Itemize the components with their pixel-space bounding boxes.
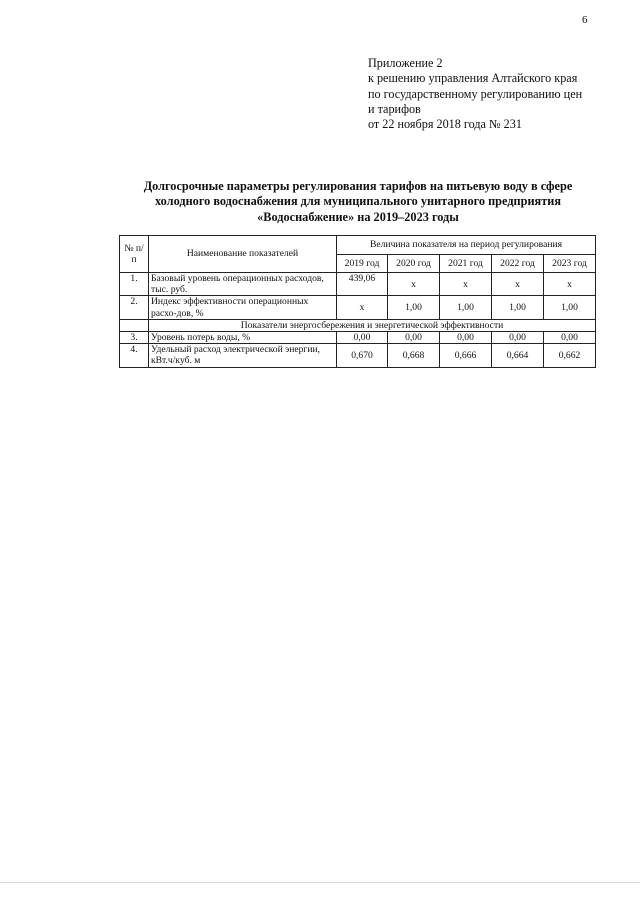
header-year: 2019 год bbox=[337, 254, 388, 273]
section-num-cell bbox=[120, 319, 149, 331]
row-value: 0,666 bbox=[440, 344, 492, 367]
header-year: 2023 год bbox=[544, 254, 596, 273]
row-value: 0,668 bbox=[388, 344, 440, 367]
row-num: 4. bbox=[120, 344, 149, 367]
appendix-line: от 22 ноября 2018 года № 231 bbox=[368, 117, 522, 132]
header-year: 2020 год bbox=[388, 254, 440, 273]
table-header-row bbox=[120, 236, 596, 255]
row-name: Удельный расход электрической энергии, кВт.ч/куб. м bbox=[149, 344, 337, 367]
section-label: Показатели энергосбережения и энергетической эффективности bbox=[149, 319, 596, 331]
header-year: 2021 год bbox=[440, 254, 492, 273]
row-value: 439,06 bbox=[337, 273, 388, 296]
row-value: 1,00 bbox=[388, 296, 440, 319]
row-value: х bbox=[337, 296, 388, 319]
row-num: 1. bbox=[120, 273, 149, 296]
parameters-table bbox=[119, 235, 596, 368]
row-name: Уровень потерь воды, % bbox=[149, 332, 337, 344]
appendix-line: и тарифов bbox=[368, 101, 421, 116]
row-value: х bbox=[492, 273, 544, 296]
header-num: № п/п bbox=[120, 236, 149, 273]
header-name: Наименование показателей bbox=[149, 236, 337, 273]
appendix-block bbox=[368, 56, 628, 132]
row-value: 1,00 bbox=[492, 296, 544, 319]
table-row bbox=[120, 332, 596, 344]
title-line: холодного водоснабжения для муниципального унитарного предприятия bbox=[155, 194, 561, 209]
row-value: 0,670 bbox=[337, 344, 388, 367]
row-value: 0,00 bbox=[388, 332, 440, 344]
appendix-line: к решению управления Алтайского края bbox=[368, 71, 578, 86]
title-line: Долгосрочные параметры регулирования тарифов на питьевую воду в сфере bbox=[143, 179, 573, 193]
page-bottom-edge bbox=[0, 882, 640, 883]
row-value: х bbox=[440, 273, 492, 296]
page-number: 6 bbox=[582, 14, 588, 26]
table-row bbox=[120, 344, 596, 367]
table-row bbox=[120, 273, 596, 296]
appendix-line: Приложение 2 bbox=[368, 56, 443, 70]
row-name: Базовый уровень операционных расходов, тыс. руб. bbox=[149, 273, 337, 296]
header-year: 2022 год bbox=[492, 254, 544, 273]
row-value: 0,00 bbox=[337, 332, 388, 344]
table-row bbox=[120, 296, 596, 319]
row-value: х bbox=[544, 273, 596, 296]
row-value: 1,00 bbox=[440, 296, 492, 319]
row-value: 0,664 bbox=[492, 344, 544, 367]
row-num: 3. bbox=[120, 332, 149, 344]
row-value: 0,00 bbox=[440, 332, 492, 344]
section-row bbox=[120, 319, 596, 331]
header-value-group: Величина показателя на период регулирования bbox=[337, 236, 596, 255]
row-value: х bbox=[388, 273, 440, 296]
row-value: 0,662 bbox=[544, 344, 596, 367]
row-value: 0,00 bbox=[544, 332, 596, 344]
document-title bbox=[110, 179, 606, 225]
appendix-line: по государственному регулированию цен bbox=[368, 86, 583, 101]
title-line: «Водоснабжение» на 2019–2023 годы bbox=[257, 209, 459, 224]
row-num: 2. bbox=[120, 296, 149, 319]
row-value: 0,00 bbox=[492, 332, 544, 344]
row-name: Индекс эффективности операционных расхо-дов, % bbox=[149, 296, 337, 319]
row-value: 1,00 bbox=[544, 296, 596, 319]
